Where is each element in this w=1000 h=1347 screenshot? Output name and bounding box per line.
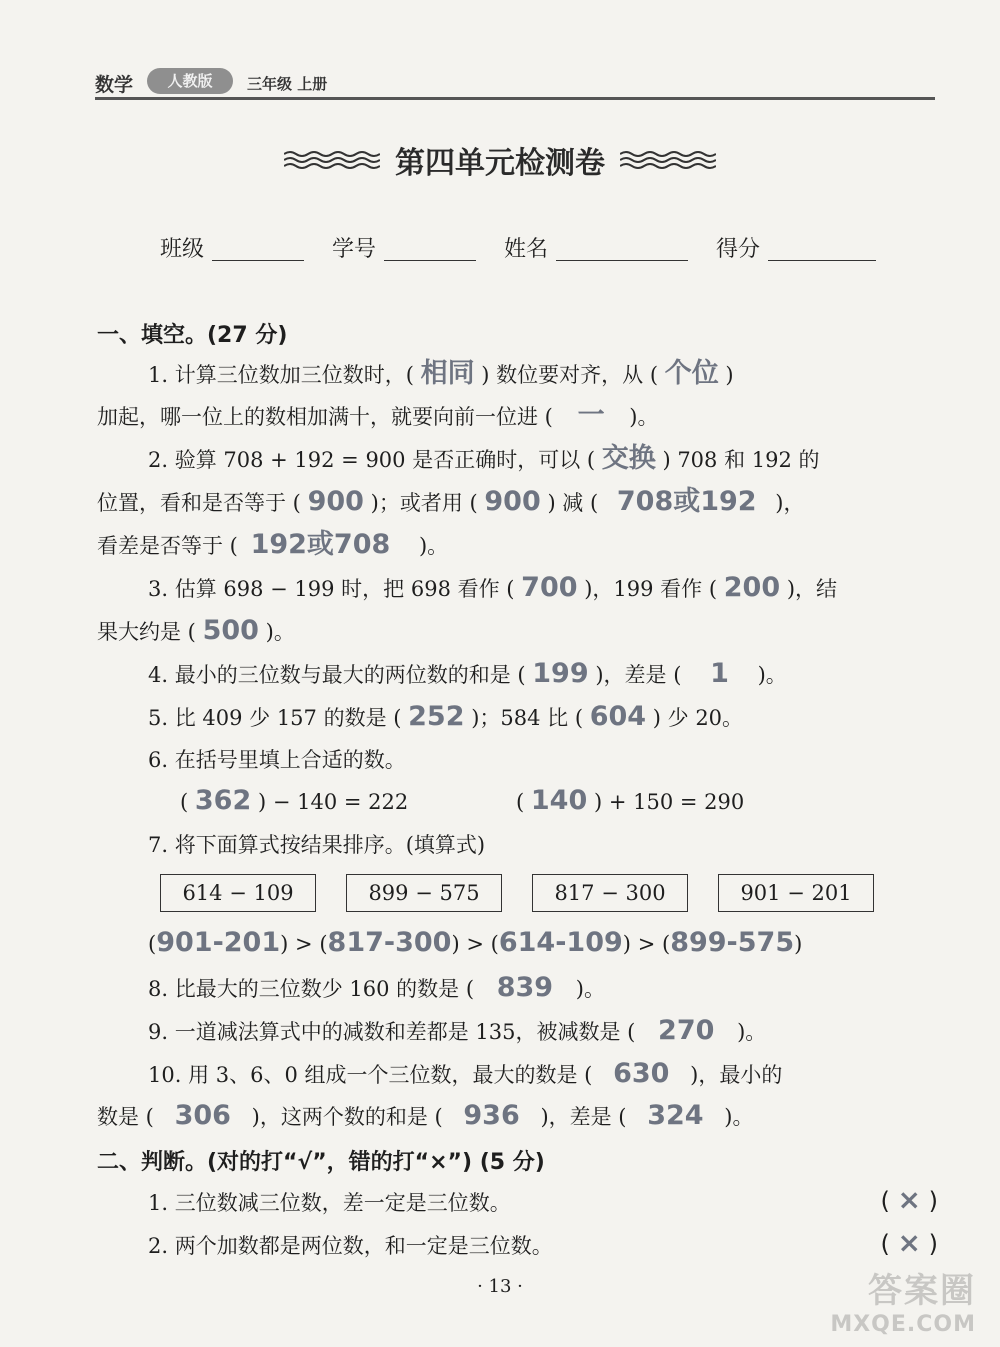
header-edition-badge: 人教版 bbox=[147, 68, 233, 94]
q2-line1: 2. 验算 708 + 192 = 900 是否正确时，可以 ( 交换 ) 708 和 192 的 bbox=[148, 443, 820, 474]
name-blank[interactable] bbox=[556, 260, 688, 261]
page-header bbox=[95, 68, 935, 100]
score-label: 得分 bbox=[716, 237, 761, 262]
q2-answer4: 708或192 bbox=[616, 486, 757, 517]
expression-box: 899 − 575 bbox=[346, 874, 502, 912]
q1-line1: 1. 计算三位数加三位数时，( 相同 ) 数位要对齐，从 ( 个位 ) bbox=[148, 358, 734, 389]
section2-heading: 二、判断。(对的打“√”，错的打“×”) (5 分) bbox=[97, 1150, 545, 1175]
q1-line2: 加起，哪一位上的数相加满十，就要向前一位进 ( 一 )。 bbox=[97, 400, 659, 431]
wave-left-icon bbox=[284, 149, 380, 171]
title-block bbox=[0, 138, 1000, 188]
q2-answer2: 900 bbox=[307, 486, 364, 517]
q2-answer3: 900 bbox=[484, 486, 541, 517]
q5-answer2: 604 bbox=[589, 701, 647, 732]
q5-answer1: 252 bbox=[408, 701, 465, 732]
q6-eq2: ( 140 ) + 150 = 290 bbox=[516, 785, 745, 816]
q10-answer2: 306 bbox=[174, 1100, 231, 1131]
q1-answer2: 个位 bbox=[664, 358, 719, 389]
q4-line: 4. 最小的三位数与最大的两位数的和是 ( 199 )，差是 ( 1 )。 bbox=[148, 658, 787, 689]
q10-line2: 数是 ( 306 )，这两个数的和是 ( 936 )，差是 ( 324 )。 bbox=[97, 1100, 754, 1131]
watermark-logo: 答案圈 MXQE.COM bbox=[830, 1271, 976, 1337]
q3-answer3: 500 bbox=[202, 615, 259, 646]
page-number: · 13 · bbox=[477, 1276, 523, 1297]
name-label: 姓名 bbox=[504, 237, 549, 262]
judge-mark-2: ( × ) bbox=[880, 1226, 938, 1259]
id-label: 学号 bbox=[332, 237, 377, 262]
q2-answer5: 192或708 bbox=[250, 529, 391, 560]
section1-heading: 一、填空。(27 分) bbox=[97, 323, 288, 348]
wrong-mark-icon: × bbox=[897, 1183, 921, 1216]
expression-box: 817 − 300 bbox=[532, 874, 688, 912]
q6-answer2: 140 bbox=[530, 785, 588, 816]
q3-line2: 果大约是 ( 500 )。 bbox=[97, 615, 295, 646]
header-rule bbox=[95, 97, 935, 100]
q5-line: 5. 比 409 少 157 的数是 ( 252 )；584 比 ( 604 ) 少 20。 bbox=[148, 701, 744, 732]
q7-order-3: 614-109 bbox=[498, 927, 623, 958]
expression-box: 614 − 109 bbox=[160, 874, 316, 912]
class-blank[interactable] bbox=[212, 260, 304, 261]
q2-line3: 看差是否等于 ( 192或708 )。 bbox=[97, 529, 449, 560]
q6-line1: 6. 在括号里填上合适的数。 bbox=[148, 748, 406, 772]
q2-line2: 位置，看和是否等于 ( 900 )；或者用 ( 900 ) 减 ( 708或192 )， bbox=[97, 486, 805, 517]
score-blank[interactable] bbox=[768, 260, 876, 261]
q8-answer1: 839 bbox=[496, 972, 554, 1003]
q10-answer4: 324 bbox=[647, 1100, 704, 1131]
id-blank[interactable] bbox=[384, 260, 476, 261]
judge-item-2: 2. 两个加数都是两位数，和一定是三位数。 bbox=[148, 1234, 553, 1258]
q7-order-1: 901-201 bbox=[156, 927, 281, 958]
q3-line1: 3. 估算 698 − 199 时，把 698 看作 ( 700 )，199 看作 ( 200 )，结 bbox=[148, 572, 838, 603]
q3-answer2: 200 bbox=[723, 572, 781, 603]
q10-line1: 10. 用 3、6、0 组成一个三位数，最大的数是 ( 630 )，最小的 bbox=[148, 1058, 783, 1089]
expression-box: 901 − 201 bbox=[718, 874, 874, 912]
q7-order-4: 899-575 bbox=[670, 927, 795, 958]
q10-answer3: 936 bbox=[463, 1100, 520, 1131]
q9-answer1: 270 bbox=[658, 1015, 715, 1046]
class-label: 班级 bbox=[160, 237, 205, 262]
header-grade: 三年级 上册 bbox=[247, 75, 328, 93]
judge-item-1: 1. 三位数减三位数，差一定是三位数。 bbox=[148, 1191, 511, 1215]
q1-answer3: 一 bbox=[577, 400, 605, 431]
q8-line: 8. 比最大的三位数少 160 的数是 ( 839 )。 bbox=[148, 972, 605, 1003]
q6-answer1: 362 bbox=[194, 785, 252, 816]
q2-answer1: 交换 bbox=[601, 443, 656, 474]
q7-order-2: 817-300 bbox=[327, 927, 452, 958]
wave-right-icon bbox=[620, 149, 716, 171]
q4-answer2: 1 bbox=[710, 658, 729, 689]
q6-eq1: ( 362 ) − 140 = 222 bbox=[180, 785, 409, 816]
judge-mark-1: ( × ) bbox=[880, 1183, 938, 1216]
wrong-mark-icon: × bbox=[897, 1226, 921, 1259]
q1-answer1: 相同 bbox=[420, 358, 475, 389]
page-title: 第四单元检测卷 bbox=[395, 146, 605, 181]
q3-answer1: 700 bbox=[521, 572, 578, 603]
q7-line: 7. 将下面算式按结果排序。(填算式) bbox=[148, 833, 486, 857]
q7-order-line: (901-201) > (817-300) > (614-109) > (899-575) bbox=[148, 927, 803, 958]
q10-answer1: 630 bbox=[613, 1058, 670, 1089]
header-subject: 数学 bbox=[95, 74, 134, 96]
q4-answer1: 199 bbox=[532, 658, 589, 689]
q9-line: 9. 一道减法算式中的减数和差都是 135，被减数是 ( 270 )。 bbox=[148, 1015, 767, 1046]
